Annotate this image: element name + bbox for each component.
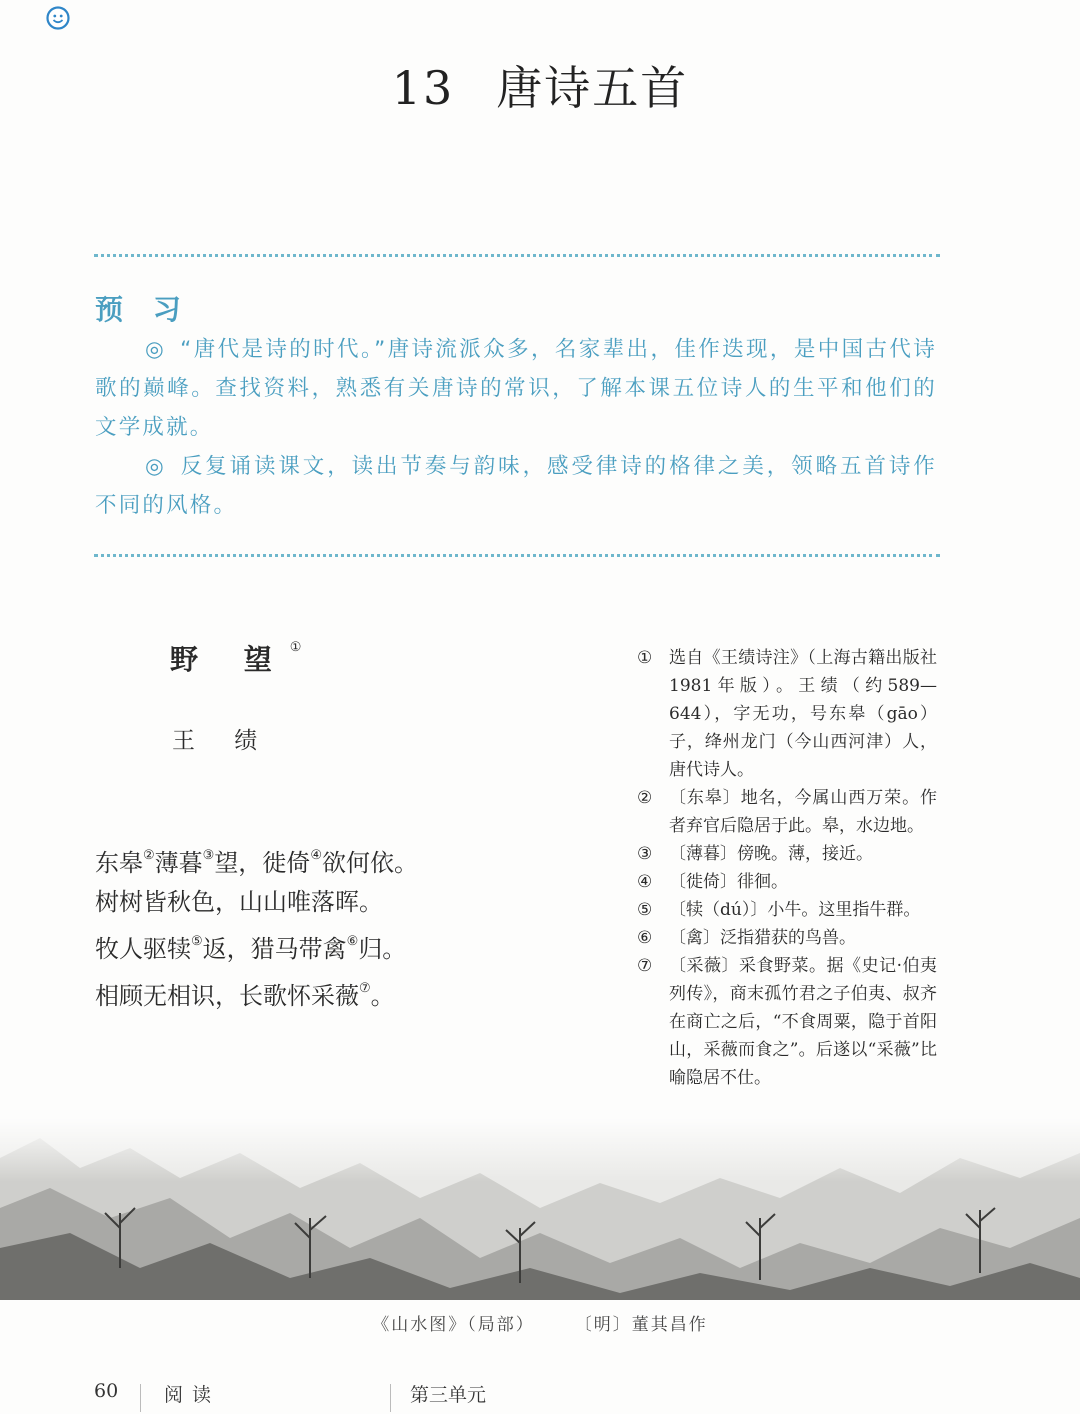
footnote-text: 〔徙倚〕徘徊。 — [669, 872, 788, 892]
footer-unit: 第三单元 — [410, 1384, 487, 1406]
footnote-text: 〔犊（dú）〕小牛。这里指牛群。 — [669, 900, 921, 920]
preview-text: “唐代是诗的时代。”唐诗流派众多，名家辈出，佳作迭现，是中国古代诗歌的巅峰。查找资料，熟悉有关唐诗的常识，了解本课五位诗人的生平和他们的文学成就。 — [95, 337, 937, 440]
poem-title-text: 野 望 — [170, 643, 290, 676]
poem-text: 欲何依。 — [321, 849, 418, 877]
footnote — [637, 868, 937, 896]
footnote — [637, 784, 937, 840]
poem-title — [170, 638, 301, 678]
preview-paragraph-1 — [95, 330, 937, 447]
preview-paragraph-2 — [95, 447, 937, 525]
poem-body — [95, 836, 418, 1016]
footnote-number: ① — [637, 648, 653, 668]
footnote — [637, 924, 937, 952]
footnote-ref: ③ — [202, 848, 215, 863]
poem-line — [95, 922, 418, 969]
footnote — [637, 644, 937, 784]
poem-text: 望，徙倚 — [214, 849, 311, 877]
poem-text: 归。 — [358, 935, 407, 963]
footnote-ref: ⑤ — [191, 934, 203, 949]
caption-work: 《山水图》（局部） — [372, 1315, 535, 1335]
bullet-mark: ◎ — [145, 454, 167, 479]
poem-line — [95, 883, 418, 922]
footnote-number: ⑦ — [637, 956, 653, 976]
page-number: 60 — [94, 1380, 119, 1402]
poem-line — [95, 836, 418, 883]
footnote-text: 〔禽〕泛指猎获的鸟兽。 — [669, 928, 856, 948]
footer-section: 阅读 — [164, 1384, 221, 1406]
preview-top-divider — [94, 254, 940, 257]
poem-line — [95, 969, 418, 1016]
footnote-ref: ⑦ — [359, 981, 371, 996]
footnotes — [637, 644, 937, 1092]
lesson-number: 13 — [391, 61, 455, 115]
poem-text: 树树皆秋色，山山唯落晖。 — [95, 888, 383, 916]
preview-bottom-divider — [94, 554, 940, 557]
footnote-text: 〔薄暮〕傍晚。薄，接近。 — [669, 844, 873, 864]
caption-artist: 〔明〕董其昌作 — [574, 1315, 708, 1335]
lesson-title-text: 唐诗五首 — [496, 61, 689, 115]
footnote-number: ⑤ — [637, 900, 653, 920]
landscape-painting-image — [0, 1118, 1080, 1300]
poem-text: 。 — [370, 982, 395, 1010]
poem-text: 薄暮 — [154, 849, 203, 877]
painting-caption — [0, 1310, 1080, 1335]
footnote-number: ④ — [637, 872, 653, 892]
footnote-number: ③ — [637, 844, 653, 864]
poem-author: 王 绩 — [172, 728, 274, 754]
footer-divider — [140, 1384, 141, 1412]
poem-text: 返，猎马带禽 — [202, 935, 347, 963]
poem-text: 东皋 — [95, 849, 143, 877]
footnote-text: 选自《王绩诗注》（上海古籍出版社1981年版）。王绩（约589—644），字无功，号东皋（gāo）子，绛州龙门（今山西河津）人，唐代诗人。 — [669, 648, 937, 780]
footer-divider — [390, 1384, 391, 1412]
footnote-ref: ② — [143, 848, 155, 863]
smiley-icon — [46, 6, 70, 30]
footnote-text: 〔采薇〕采食野菜。据《史记·伯夷列传》，商末孤竹君之子伯夷、叔齐在商亡之后，“不食周粟，隐于首阳山，采薇而食之”。后遂以“采薇”比喻隐居不仕。 — [669, 956, 937, 1088]
footnote-text: 〔东皋〕地名，今属山西万荣。作者弃官后隐居于此。皋，水边地。 — [669, 788, 937, 836]
footnote-ref: ④ — [310, 848, 322, 863]
poem-text: 相顾无相识，长歌怀采薇 — [95, 982, 359, 1010]
footnote-ref: ⑥ — [346, 934, 359, 949]
bullet-mark: ◎ — [145, 337, 167, 362]
footnote — [637, 952, 937, 1092]
footnote-number: ② — [637, 788, 653, 808]
footnote — [637, 896, 937, 924]
preview-heading: 预 习 — [95, 293, 191, 326]
footnote — [637, 840, 937, 868]
footnote-ref: ① — [289, 640, 302, 655]
lesson-title — [0, 52, 1080, 118]
footnote-number: ⑥ — [637, 928, 653, 948]
preview-text: 反复诵读课文，读出节奏与韵味，感受律诗的格律之美，领略五首诗作不同的风格。 — [95, 454, 937, 518]
poem-text: 牧人驱犊 — [95, 935, 191, 963]
